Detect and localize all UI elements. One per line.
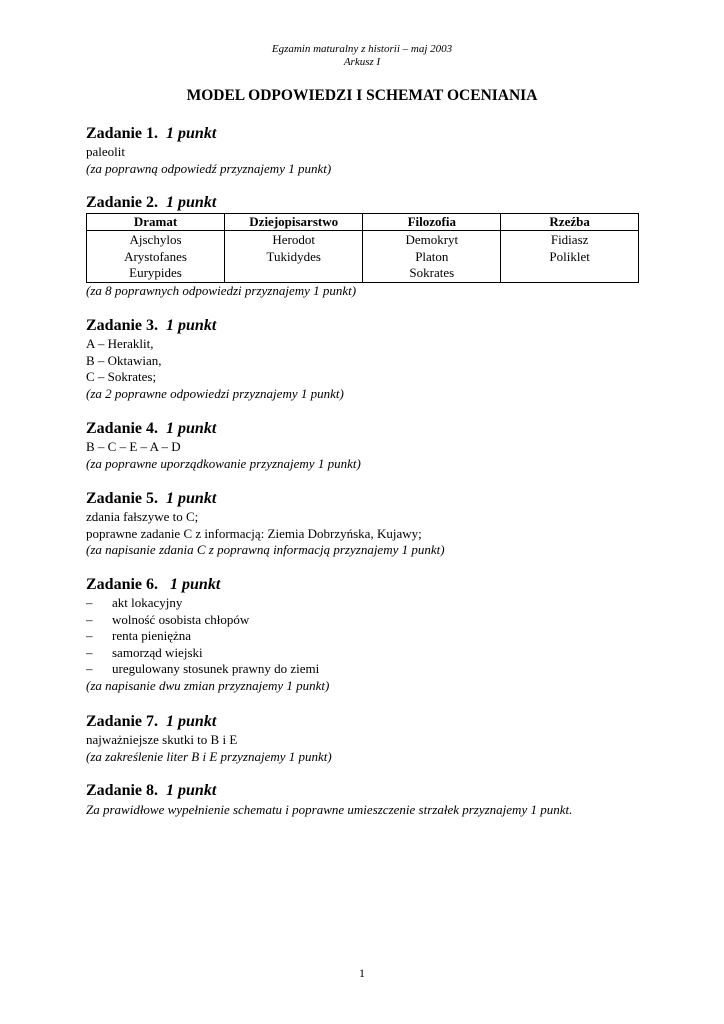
column-header-dramat: Dramat — [87, 214, 225, 231]
task-1-name: Zadanie 1. — [86, 125, 159, 142]
cell-item: Sokrates — [409, 265, 455, 280]
task-2-note: (za 8 poprawnych odpowiedzi przyznajemy 1 punkt) — [86, 282, 357, 298]
page-header — [0, 43, 724, 69]
task-6-note: (za napisanie dwu zmian przyznajemy 1 punkt) — [86, 677, 330, 693]
task-5-heading — [86, 489, 642, 508]
task-1-answer: paleolit — [86, 144, 125, 159]
task-2-points: 1 punkt — [166, 194, 217, 211]
task-3-heading — [86, 316, 642, 335]
task-7-points: 1 punkt — [166, 713, 217, 730]
dash-marker: – — [86, 628, 93, 643]
task-1-heading — [86, 124, 642, 143]
dash-marker: – — [86, 611, 93, 627]
task-3-line: A – Heraklit, — [86, 336, 154, 351]
task-4-answer: B – C – E – A – D — [86, 439, 181, 454]
task-6-list-item — [86, 645, 642, 662]
task-7-name: Zadanie 7. — [86, 713, 159, 730]
column-header-dziejopisarstwo: Dziejopisarstwo — [225, 214, 363, 231]
task-6-list-item — [86, 612, 642, 629]
dash-marker: – — [86, 644, 93, 660]
task-2-answer-table — [86, 213, 639, 283]
header-sheet-line: Arkusz I — [343, 56, 381, 68]
list-item-text: akt lokacyjny — [112, 595, 183, 610]
cell-item: Eurypides — [129, 265, 182, 280]
task-1-note: (za poprawną odpowiedź przyznajemy 1 punkt) — [86, 160, 332, 176]
dash-marker: – — [86, 661, 93, 676]
task-3-points: 1 punkt — [166, 317, 217, 334]
task-7-answer: najważniejsze skutki to B i E — [86, 732, 238, 747]
task-5-line: zdania fałszywe to C; — [86, 509, 199, 524]
task-8 — [86, 781, 642, 819]
task-6-list-item — [86, 595, 642, 612]
task-8-name: Zadanie 8. — [86, 782, 159, 799]
table-header-row — [87, 214, 639, 231]
cell-item: Poliklet — [549, 248, 590, 264]
task-5 — [86, 489, 642, 559]
task-4 — [86, 419, 642, 472]
table-row — [87, 231, 639, 283]
table-cell-filozofia — [363, 231, 501, 283]
cell-item: Fidiasz — [550, 232, 589, 247]
task-8-note: Za prawidłowe wypełnienie schematu i poprawne umieszczenie strzałek przyznajemy 1 punkt. — [86, 802, 573, 817]
cell-item: Demokryt — [405, 232, 459, 247]
task-2-name: Zadanie 2. — [86, 194, 159, 211]
task-8-points: 1 punkt — [166, 782, 217, 799]
task-3-line: B – Oktawian, — [86, 352, 162, 368]
task-2 — [86, 193, 642, 299]
table-cell-rzezba — [501, 231, 639, 283]
task-3-line: C – Sokrates; — [86, 369, 157, 384]
cell-item: Tukidydes — [266, 248, 321, 264]
task-5-note: (za napisanie zdania C z poprawną informacją przyznajemy 1 punkt) — [86, 542, 445, 557]
task-5-points: 1 punkt — [166, 490, 217, 507]
task-6-list-item — [86, 661, 642, 678]
cell-item: Herodot — [272, 232, 315, 247]
column-header-rzezba: Rzeźba — [501, 214, 639, 231]
list-item-text: samorząd wiejski — [112, 644, 203, 660]
task-1-points: 1 punkt — [166, 125, 217, 142]
header-exam-line: Egzamin maturalny z historii – maj 2003 — [271, 43, 453, 55]
task-7 — [86, 712, 642, 765]
task-2-heading — [86, 193, 642, 212]
task-4-note: (za poprawne uporządkowanie przyznajemy 1 punkt) — [86, 455, 361, 471]
task-6-points: 1 punkt — [170, 576, 221, 593]
page-number: 1 — [359, 966, 365, 980]
task-5-name: Zadanie 5. — [86, 490, 159, 507]
task-1 — [86, 124, 642, 177]
list-item-text: renta pieniężna — [112, 628, 192, 643]
task-6-name: Zadanie 6. — [86, 576, 159, 593]
task-3-name: Zadanie 3. — [86, 317, 159, 334]
task-6-heading — [86, 575, 642, 594]
cell-item: Arystofanes — [124, 248, 187, 264]
task-6 — [86, 575, 642, 694]
table-cell-dramat — [87, 231, 225, 283]
task-4-points: 1 punkt — [166, 420, 217, 437]
task-3-note: (za 2 poprawne odpowiedzi przyznajemy 1 punkt) — [86, 385, 344, 401]
task-5-line: poprawne zadanie C z informacją: Ziemia Dobrzyńska, Kujawy; — [86, 525, 422, 541]
column-header-filozofia: Filozofia — [363, 214, 501, 231]
task-3 — [86, 316, 642, 402]
task-7-note: (za zakreślenie liter B i E przyznajemy 1 punkt) — [86, 748, 332, 764]
task-7-heading — [86, 712, 642, 731]
list-item-text: wolność osobista chłopów — [112, 611, 250, 627]
dash-marker: – — [86, 595, 93, 610]
task-8-heading — [86, 781, 642, 800]
table-cell-dziejopisarstwo — [225, 231, 363, 283]
task-4-heading — [86, 419, 642, 438]
cell-item: Ajschylos — [129, 232, 182, 247]
task-6-list-item — [86, 628, 642, 645]
document-title: MODEL ODPOWIEDZI I SCHEMAT OCENIANIA — [186, 87, 538, 104]
list-item-text: uregulowany stosunek prawny do ziemi — [112, 661, 320, 676]
task-4-name: Zadanie 4. — [86, 420, 159, 437]
cell-item: Platon — [415, 248, 449, 264]
